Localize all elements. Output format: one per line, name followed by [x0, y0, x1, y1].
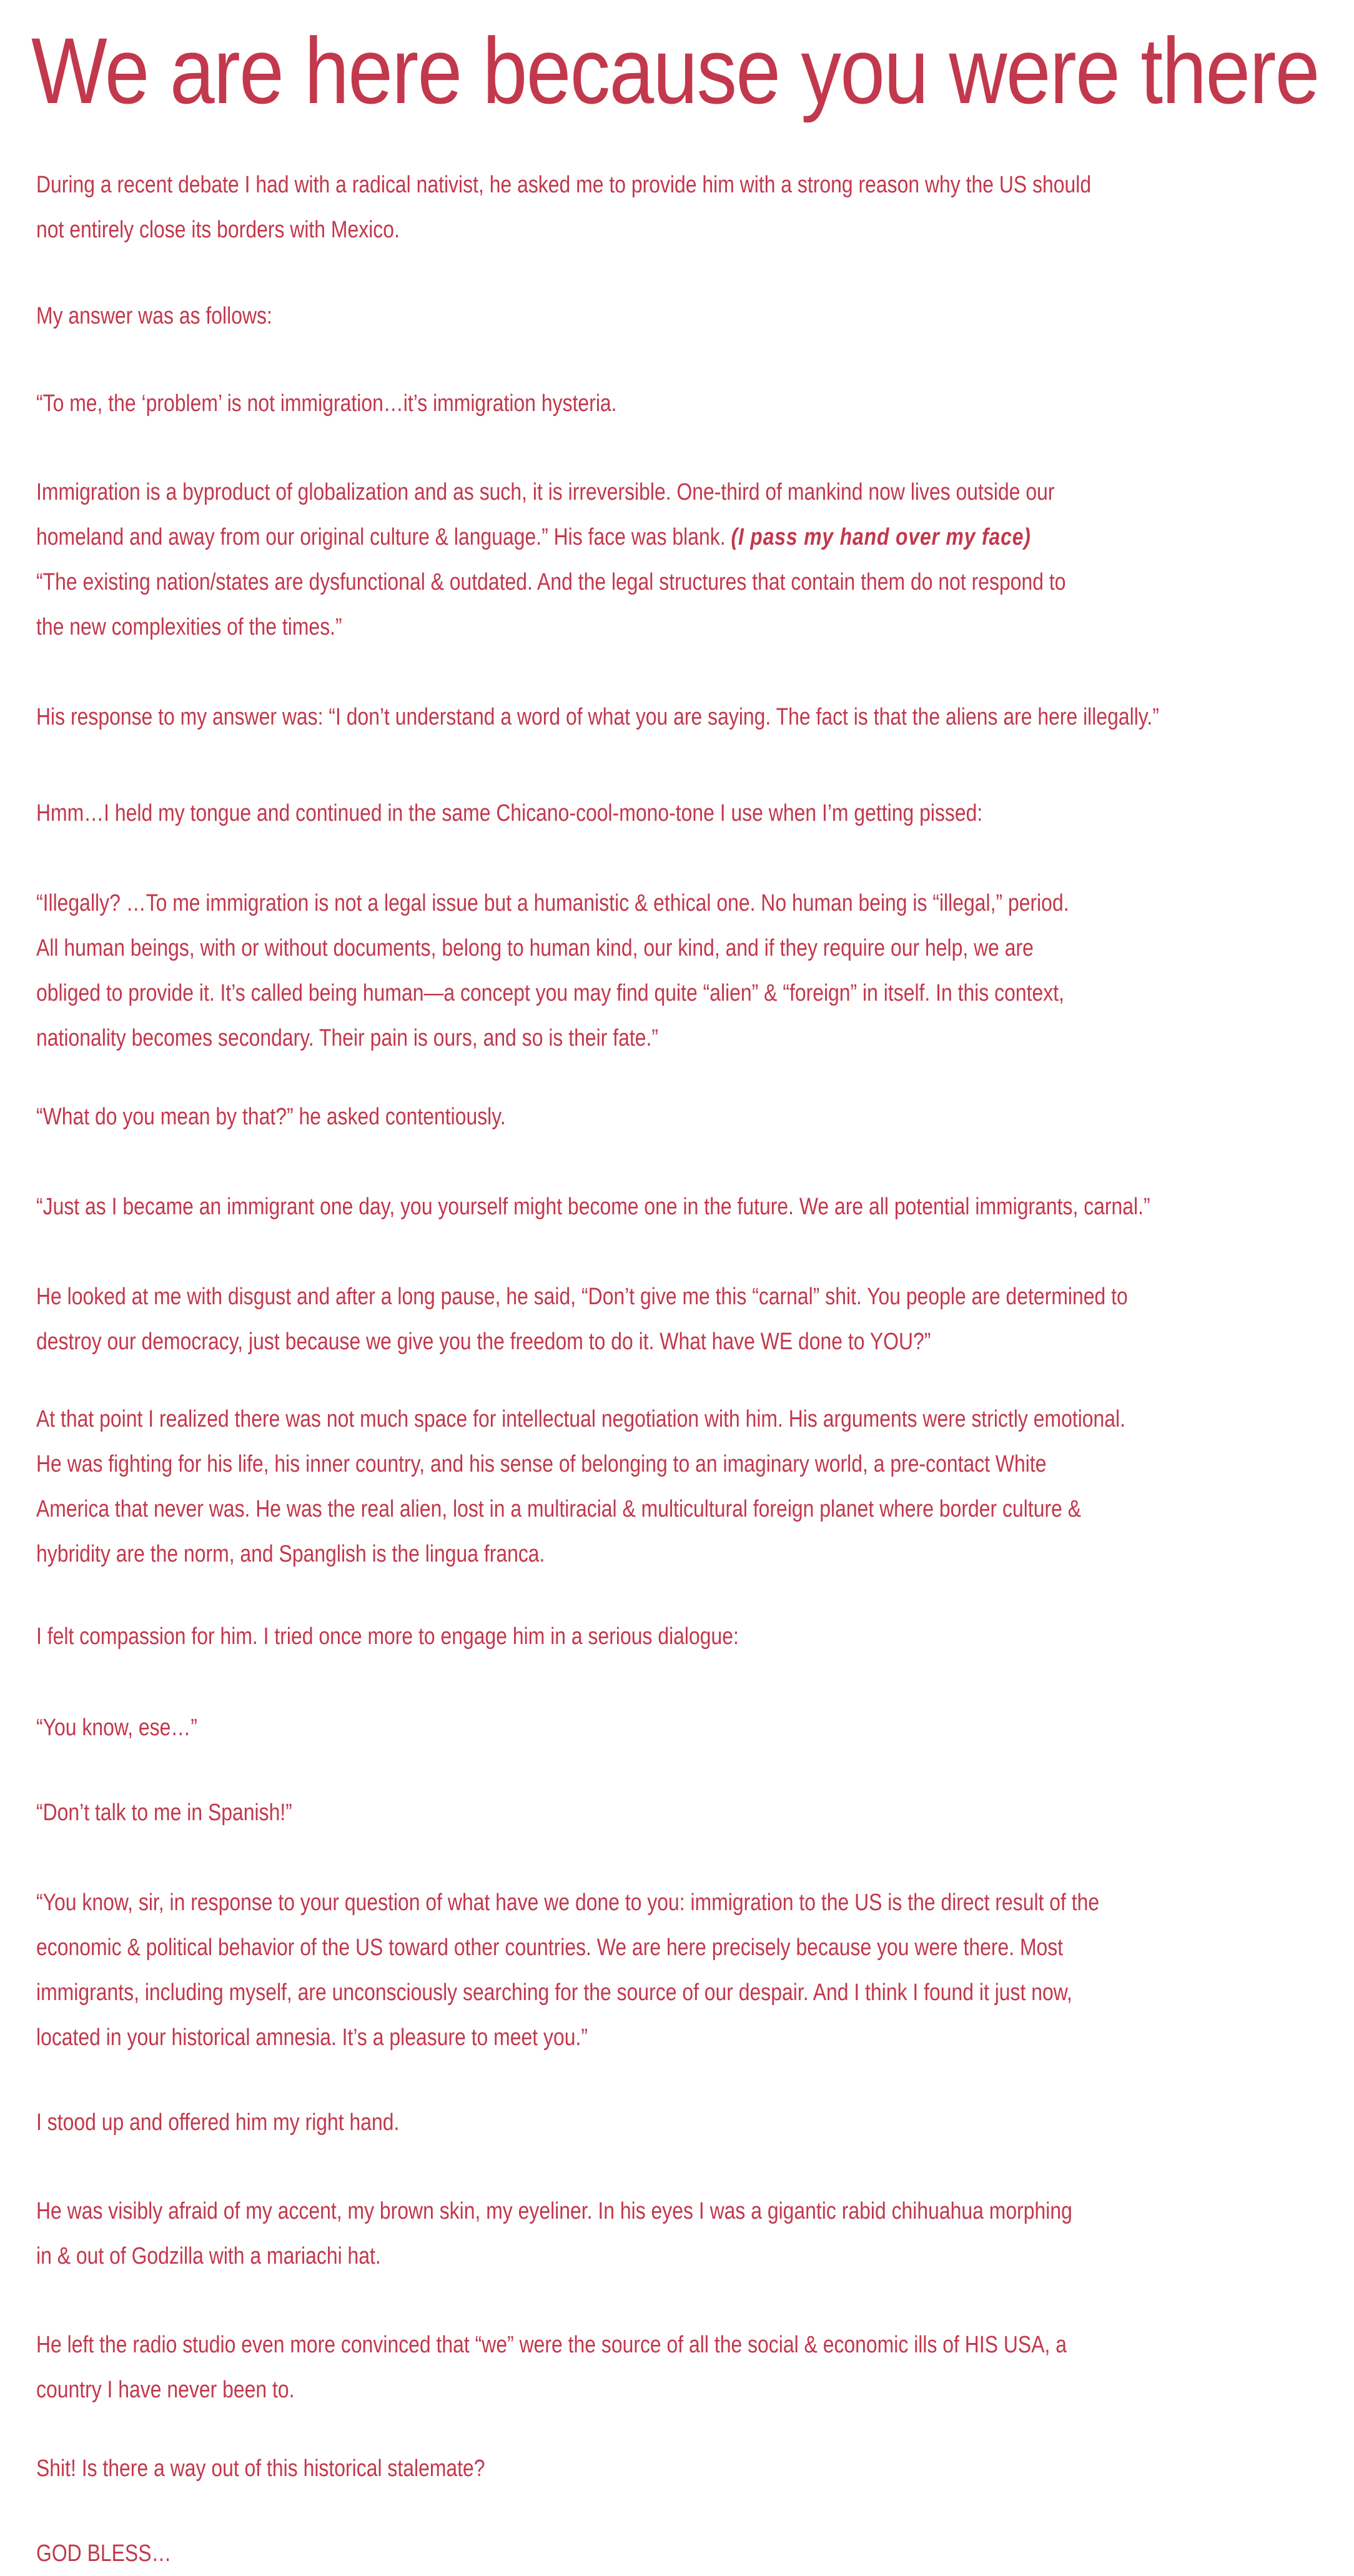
paragraph-radio-studio	[36, 2322, 1067, 2412]
paragraph-held-tongue	[36, 791, 982, 836]
stage-direction: (I pass my hand over my face)	[731, 524, 1031, 550]
page-title: We are here because you were there	[31, 18, 1319, 123]
text-line: America that never was. He was the real alien, lost in a multiracial & multicultural foreign planet where border culture &	[36, 1496, 1082, 1522]
paragraph-right-hand	[36, 2100, 399, 2145]
text-line: country I have never been to.	[36, 2377, 295, 2403]
text-line: immigrants, including myself, are unconsciously searching for the source of our despair. And I think I found it just now,	[36, 1979, 1072, 2006]
paragraph-you-know-ese	[36, 1705, 197, 1750]
paragraph-humanistic	[36, 881, 1069, 1061]
text-line: Hmm…I held my tongue and continued in the same Chicano-cool-mono-tone I use when I’m getting pissed:	[36, 800, 983, 826]
text-line: He looked at me with disgust and after a long pause, he said, “Don’t give me this “carnal” shit. You people are determined to	[36, 1284, 1128, 1310]
text-line: not entirely close its borders with Mexico.	[36, 217, 400, 243]
paragraph-debate-intro	[36, 162, 1091, 252]
paragraph-stalemate	[36, 2446, 485, 2491]
text-line: nationality becomes secondary. Their pain is ours, and so is their fate.”	[36, 1025, 658, 1051]
paragraph-globalization	[36, 470, 1054, 560]
text-line: economic & political behavior of the US toward other countries. We are here precisely because you were there. Most	[36, 1934, 1064, 1961]
text-line: located in your historical amnesia. It’s a pleasure to meet you.”	[36, 2024, 588, 2051]
text-line: destroy our democracy, just because we give you the freedom to do it. What have WE done to YOU?”	[36, 1329, 931, 1355]
paragraph-answer-lead	[36, 294, 272, 339]
text-line: Immigration is a byproduct of globalization and as such, it is irreversible. One-third of mankind now lives outside our	[36, 479, 1055, 505]
text-line: Shit! Is there a way out of this historical stalemate?	[36, 2455, 485, 2482]
text-line: He left the radio studio even more convinced that “we” were the source of all the social & economic ills of HIS USA, a	[36, 2332, 1067, 2358]
paragraph-hysteria	[36, 381, 617, 426]
text-line: “What do you mean by that?” he asked contentiously.	[36, 1104, 506, 1130]
text-line: “You know, sir, in response to your question of what have we done to you: immigration to the US is the direct result of the	[36, 1890, 1100, 1916]
paragraph-afraid	[36, 2189, 1072, 2279]
paragraph-nation-states	[36, 560, 1065, 650]
text-line: “Don’t talk to me in Spanish!”	[36, 1800, 292, 1826]
paragraph-real-alien	[36, 1397, 1125, 1577]
paragraph-compassion	[36, 1614, 739, 1659]
text-line: His response to my answer was: “I don’t understand a word of what you are saying. The fact is that the aliens are here illegally.”	[36, 704, 1159, 730]
text-line: My answer was as follows:	[36, 303, 272, 329]
text-line: “The existing nation/states are dysfunctional & outdated. And the legal structures that contain them do not respond to	[36, 569, 1066, 595]
text-line: He was fighting for his life, his inner country, and his sense of belonging to an imaginary world, a pre-contact White	[36, 1451, 1047, 1477]
text-line: “Just as I became an immigrant one day, you yourself might become one in the future. We are all potential immigrants, carnal.”	[36, 1194, 1150, 1220]
text-line: obliged to provide it. It’s called being human—a concept you may find quite “alien” & “foreign” in itself. In this context,	[36, 980, 1064, 1006]
paragraph-potential-immigrants	[36, 1184, 1150, 1229]
text-line: During a recent debate I had with a radical nativist, he asked me to provide him with a strong reason why the US should	[36, 172, 1092, 198]
paragraph-dont-talk-spanish	[36, 1790, 292, 1835]
text-line: “To me, the ‘problem’ is not immigration…it’s immigration hysteria.	[36, 390, 617, 417]
paragraph-god-bless	[36, 2531, 171, 2576]
text-line: the new complexities of the times.”	[36, 614, 342, 640]
text-line: All human beings, with or without documents, belong to human kind, our kind, and if they require our help, we are	[36, 935, 1034, 961]
text-line: GOD BLESS…	[36, 2540, 172, 2567]
paragraph-illegally-response	[36, 695, 1159, 740]
text-line: I stood up and offered him my right hand.	[36, 2109, 400, 2136]
paragraph-what-do-you-mean	[36, 1094, 506, 1139]
text-line: hybridity are the norm, and Spanglish is the lingua franca.	[36, 1541, 545, 1567]
text-line: He was visibly afraid of my accent, my brown skin, my eyeliner. In his eyes I was a gigantic rabid chihuahua morphing	[36, 2198, 1072, 2224]
paragraph-you-were-there	[36, 1880, 1099, 2060]
text-line: “Illegally? …To me immigration is not a legal issue but a humanistic & ethical one. No human being is “illegal,” period.	[36, 890, 1069, 916]
text-line: I felt compassion for him. I tried once more to engage him in a serious dialogue:	[36, 1623, 739, 1650]
text-fragment: homeland and away from our original culture & language.” His face was blank.	[36, 524, 726, 550]
text-line	[36, 515, 1054, 560]
text-line: in & out of Godzilla with a mariachi hat.	[36, 2243, 381, 2269]
paragraph-carnal-shit	[36, 1274, 1128, 1364]
text-line: At that point I realized there was not much space for intellectual negotiation with him. His arguments were strictly emotional.	[36, 1406, 1126, 1432]
text-line: “You know, ese…”	[36, 1715, 197, 1741]
